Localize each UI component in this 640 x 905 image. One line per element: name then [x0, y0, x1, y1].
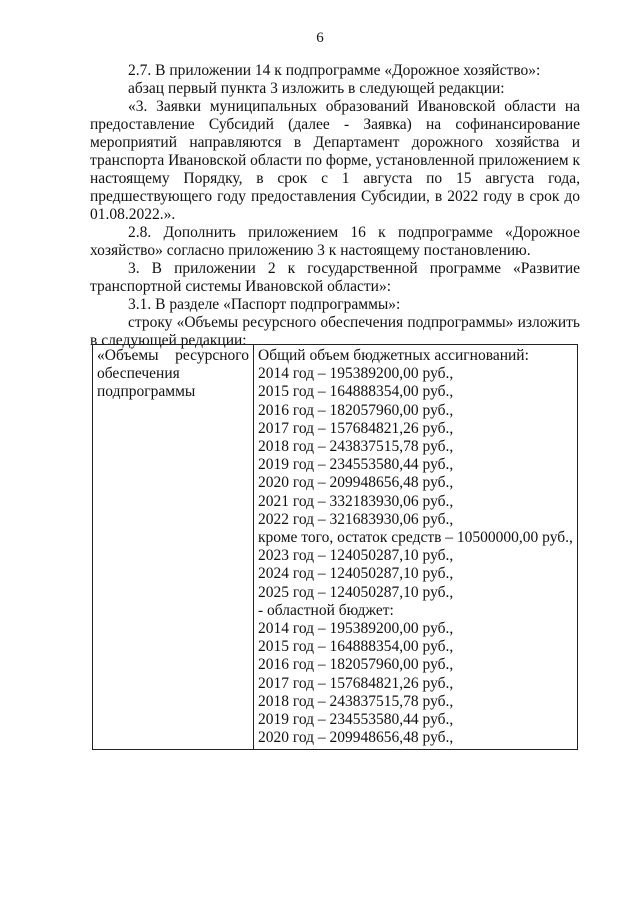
value-line: 2023 год – 124050287,10 руб., — [258, 547, 454, 565]
paragraph-stroku: строку «Объемы ресурсного обеспечения подпрограммы» изложить в следующей редакции: — [90, 314, 580, 349]
values-heading: Общий объем бюджетных ассигнований: — [258, 347, 529, 364]
value-line: 2016 год – 182057960,00 руб., — [258, 401, 454, 419]
label-word-resursnogo: ресурсного — [175, 347, 249, 364]
value-line: кроме того, остаток средств – 10500000,00 руб., — [258, 529, 573, 547]
value-line: 2017 год – 157684821,26 руб., — [258, 419, 454, 437]
resource-table — [92, 344, 578, 750]
label-line-1 — [97, 347, 249, 365]
value-line: 2014 год – 195389200,00 руб., — [258, 620, 454, 638]
value-line: 2019 год – 234553580,44 руб., — [258, 456, 454, 474]
resource-label-cell — [93, 345, 254, 750]
value-line: 2025 год – 124050287,10 руб., — [258, 583, 454, 601]
paragraph-2-8: 2.8. Дополнить приложением 16 к подпрограмме «Дорожное хозяйство» согласно приложению 3 к настоящему постановлению. — [90, 224, 580, 259]
value-line: - областной бюджет: — [258, 601, 394, 619]
value-line: 2024 год – 124050287,10 руб., — [258, 565, 454, 583]
paragraph-abzac: абзац первый пункта 3 изложить в следующей редакции: — [128, 80, 505, 97]
label-word-objemy: «Объемы — [97, 347, 159, 364]
value-line: 2015 год – 164888354,00 руб., — [258, 383, 454, 401]
value-line: 2016 год – 182057960,00 руб., — [258, 656, 454, 674]
page-number: 6 — [316, 30, 324, 46]
value-line: 2020 год – 209948656,48 руб., — [258, 729, 454, 747]
value-line: 2020 год – 209948656,48 руб., — [258, 474, 454, 492]
value-line: 2015 год – 164888354,00 руб., — [258, 638, 454, 656]
value-line: 2021 год – 332183930,06 руб., — [258, 492, 454, 510]
paragraph-2-7: 2.7. В приложении 14 к подпрограмме «Дорожное хозяйство»: — [128, 62, 541, 79]
body-text — [90, 62, 580, 350]
paragraph-quote-3: «3. Заявки муниципальных образований Ивановской области на предоставление Субсидий (далее - Заявка) на софинансирование мероприятий направляются в Департамент дорожного хозяйства и транспорта Ивановской области по форме, установленной приложением к настоящему Порядку, в срок с 1 августа по 15 августа года, предшествующего году предоставления Субсидии, в 2022 году в срок до 01.08.2022.». — [90, 98, 580, 223]
paragraph-3: 3. В приложении 2 к государственной программе «Развитие транспортной системы Ивановской области»: — [90, 260, 580, 295]
value-line: 2019 год – 234553580,44 руб., — [258, 711, 454, 729]
value-line: 2014 год – 195389200,00 руб., — [258, 365, 454, 383]
value-line: 2017 год – 157684821,26 руб., — [258, 674, 454, 692]
label-line-2: обеспечения — [97, 365, 180, 383]
value-line: 2022 год – 321683930,06 руб., — [258, 510, 454, 528]
paragraph-3-1: 3.1. В разделе «Паспорт подпрограммы»: — [128, 296, 401, 313]
value-line: 2018 год – 243837515,78 руб., — [258, 438, 454, 456]
resource-values-cell — [254, 345, 578, 750]
table-row — [93, 345, 578, 750]
label-line-3: подпрограммы — [97, 383, 196, 401]
value-line: 2018 год – 243837515,78 руб., — [258, 692, 454, 710]
